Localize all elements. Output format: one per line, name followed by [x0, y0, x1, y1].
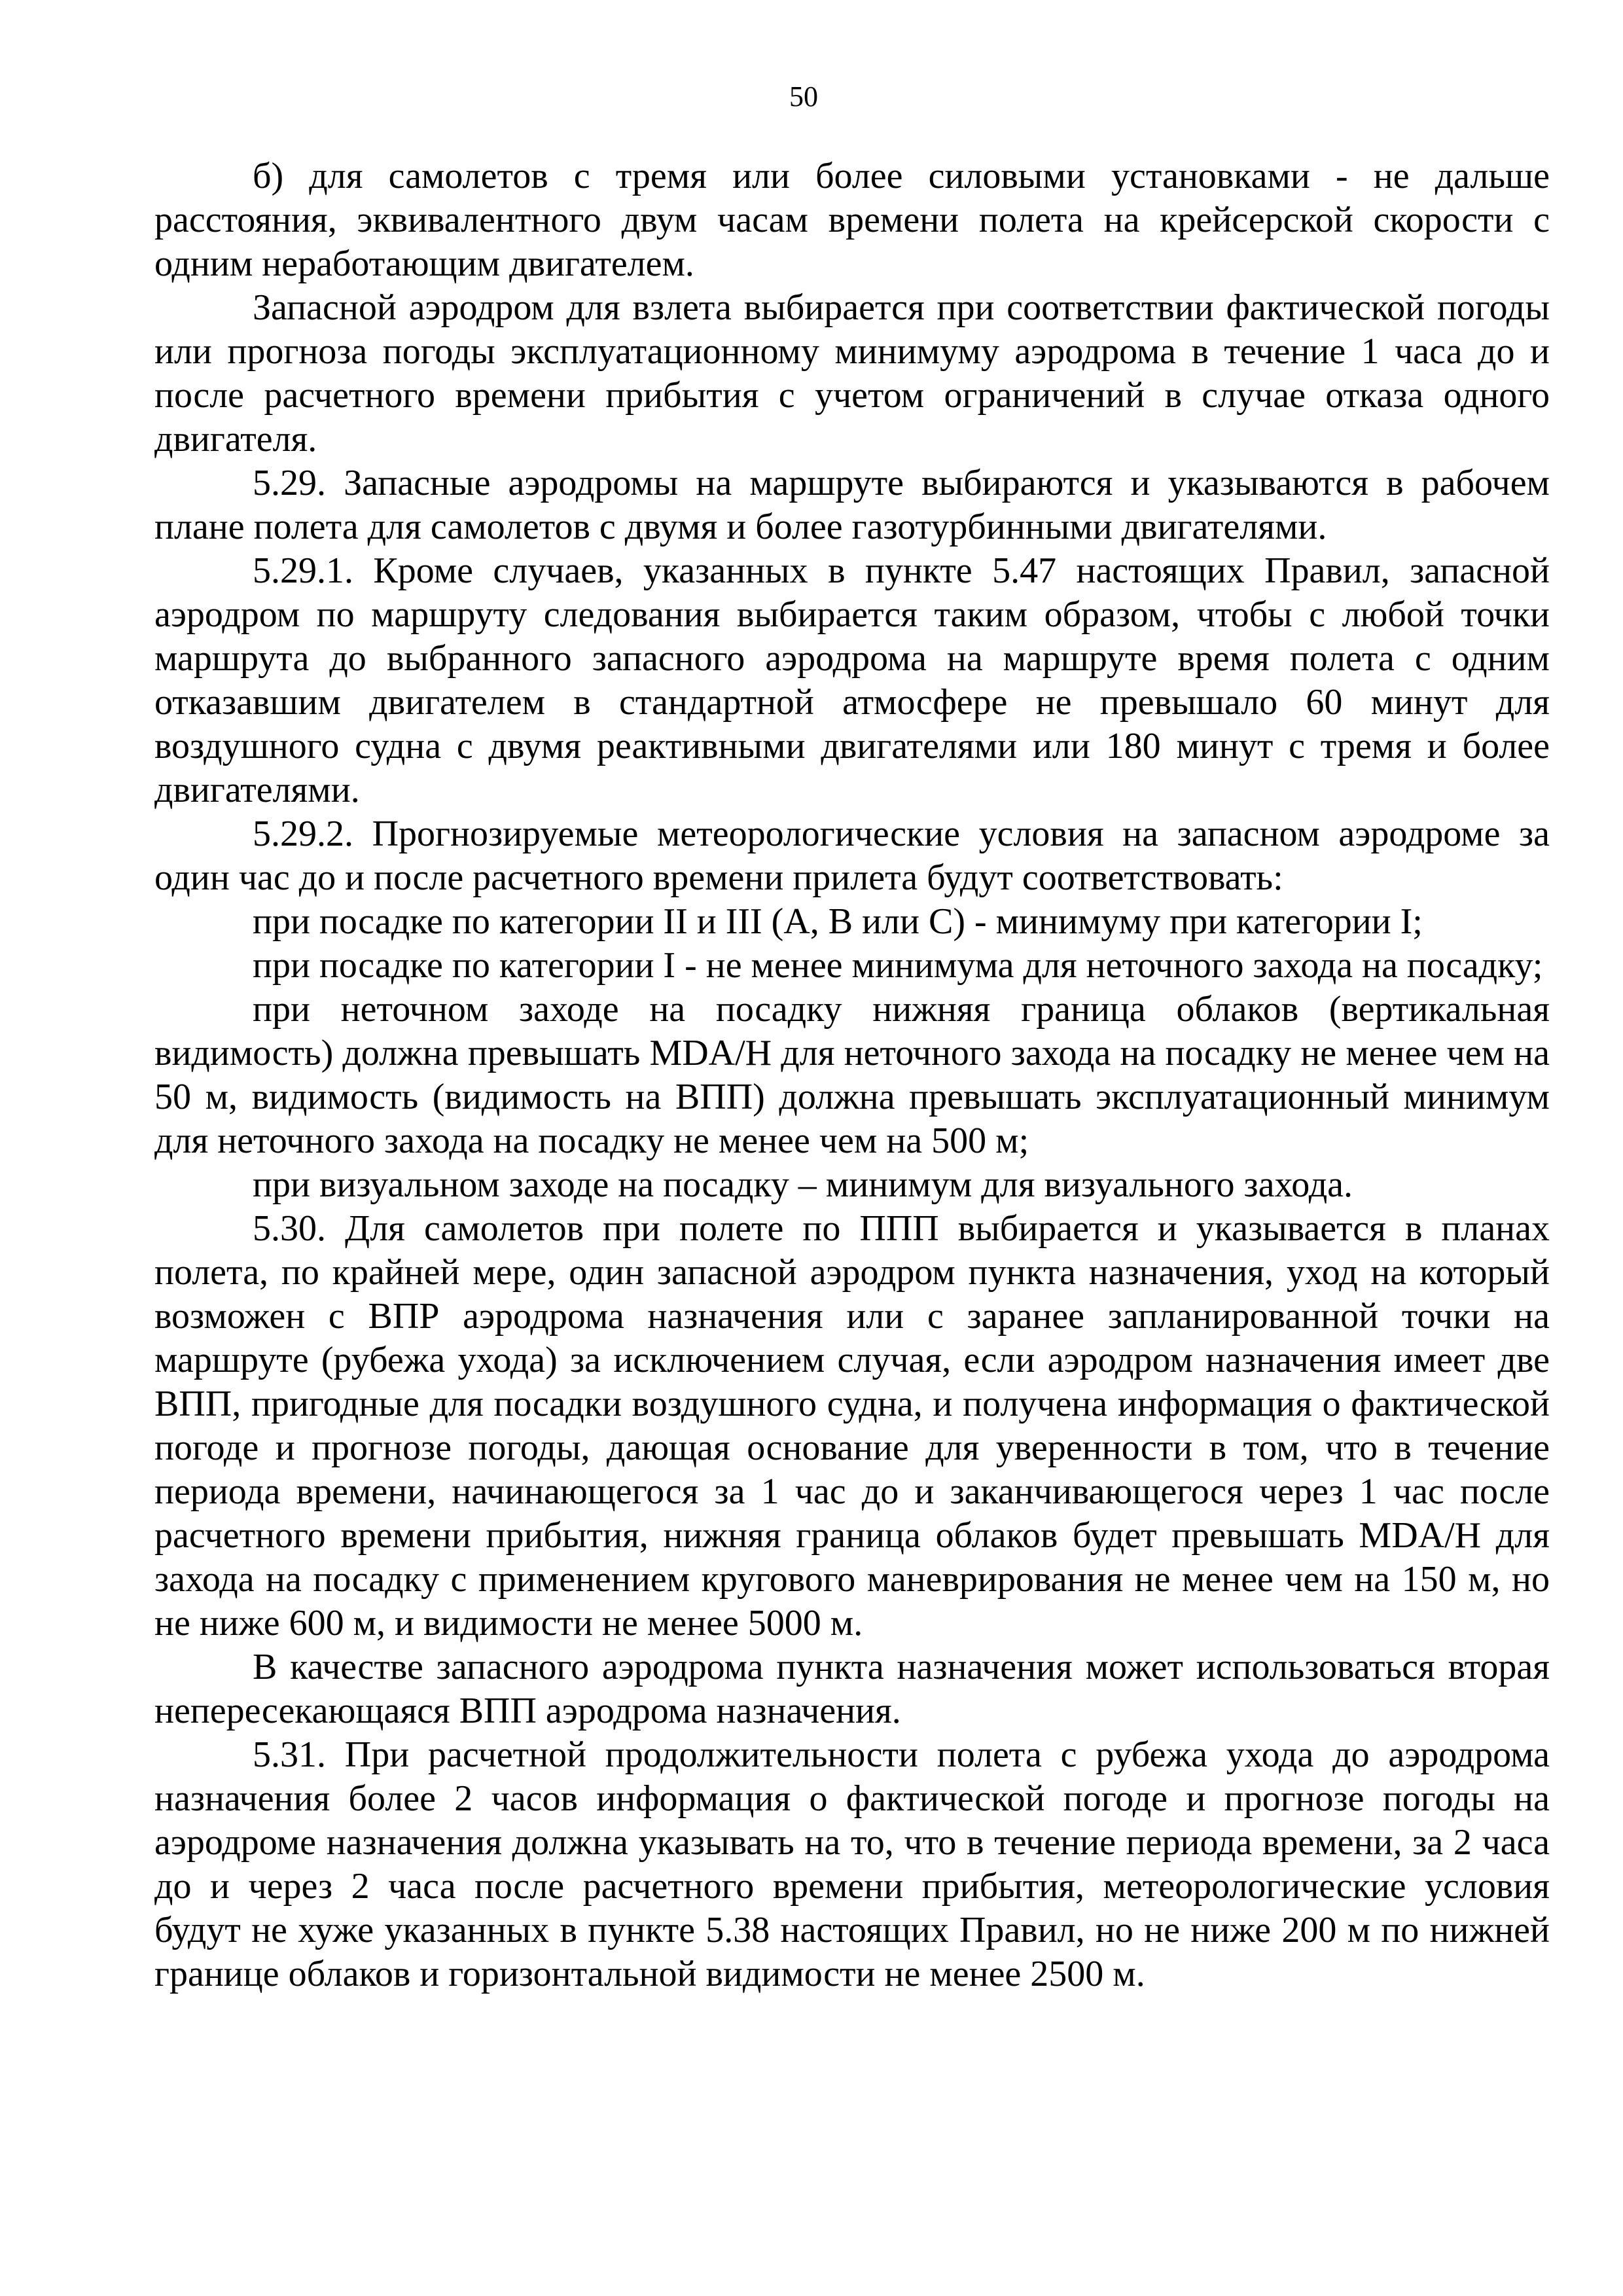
paragraph-5-29-2: 5.29.2. Прогнозируемые метеорологические условия на запасном аэродроме за один час до и после расчетного времени прилета будут соответствовать: [154, 814, 1550, 898]
paragraph-5-29: 5.29. Запасные аэродромы на маршруте выбираются и указываются в рабочем плане полета для самолетов с двумя и более газотурбинными двигателями. [154, 463, 1550, 547]
paragraph-5-31: 5.31. При расчетной продолжительности полета с рубежа ухода до аэродрома назначения более 2 часов информация о фактической погоде и прогнозе погоды на аэродроме назначения должна указывать на то, что в течение периода времени, за 2 часа до и через 2 часа после расчетного времени прибытия, метеорологические условия будут не хуже указанных в пункте 5.38 настоящих Правил, но не ниже 200 м по нижней границе облаков и горизонтальной видимости не менее 2500 м. [154, 1734, 1550, 1994]
page-number: 50 [789, 81, 818, 113]
document-body [154, 154, 1550, 1996]
paragraph-category-i: при посадке по категории I - не менее минимума для неточного захода на посадку; [253, 945, 1543, 986]
paragraph-takeoff-alternate: Запасной аэродром для взлета выбирается при соответствии фактической погоды или прогноза погоды эксплуатационному минимуму аэродрома в течение 1 часа до и после расчетного времени прибытия с учетом ограничений в случае отказа одного двигателя. [154, 287, 1550, 459]
paragraph-5-30: 5.30. Для самолетов при полете по ППП выбирается и указывается в планах полета, по крайней мере, один запасной аэродром пункта назначения, уход на который возможен с ВПР аэродрома назначения или с заранее запланированной точки на маршруте (рубежа ухода) за исключением случая, если аэродром назначения имеет две ВПП, пригодные для посадки воздушного судна, и получена информация о фактической погоде и прогнозе погоды, дающая основание для уверенности в том, что в течение периода времени, начинающегося за 1 час до и заканчивающегося через 1 час после расчетного времени прибытия, нижняя граница облаков будет превышать MDA/H для захода на посадку с применением кругового маневрирования не менее чем на 150 м, но не ниже 600 м, и видимости не менее 5000 м. [154, 1208, 1550, 1643]
paragraph-item-b-three-engines: б) для самолетов с тремя или более силовыми установками - не дальше расстояния, эквивалентного двум часам времени полета на крейсерской скорости с одним неработающим двигателем. [154, 156, 1550, 284]
paragraph-non-precision: при неточном заходе на посадку нижняя граница облаков (вертикальная видимость) должна превышать MDA/H для неточного захода на посадку не менее чем на 50 м, видимость (видимость на ВПП) должна превышать эксплуатационный минимум для неточного захода на посадку не менее чем на 500 м; [154, 989, 1550, 1161]
paragraph-visual-approach: при визуальном заходе на посадку – минимум для визуального захода. [253, 1164, 1353, 1205]
paragraph-category-ii-iii: при посадке по категории II и III (A, B или C) - минимуму при категории I; [253, 901, 1423, 942]
paragraph-5-29-1: 5.29.1. Кроме случаев, указанных в пункте 5.47 настоящих Правил, запасной аэродром по маршруту следования выбирается таким образом, чтобы с любой точки маршрута до выбранного запасного аэродрома на маршруте время полета с одним отказавшим двигателем в стандартной атмосфере не превышало 60 минут для воздушного судна с двумя реактивными двигателями или 180 минут с тремя и более двигателями. [154, 550, 1550, 810]
paragraph-second-runway: В качестве запасного аэродрома пункта назначения может использоваться вторая непересекающаяся ВПП аэродрома назначения. [154, 1647, 1550, 1731]
